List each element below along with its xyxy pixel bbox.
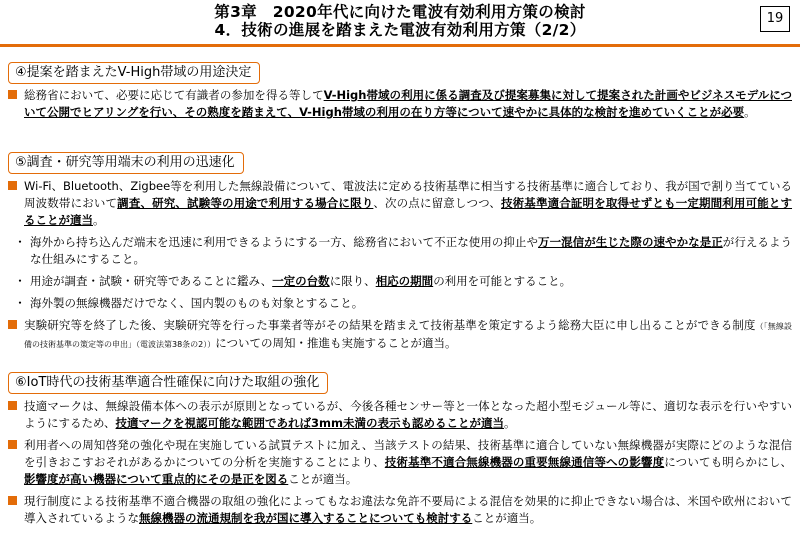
section-body-4 xyxy=(8,87,792,126)
sub-bullet-item xyxy=(8,234,792,268)
text-run: ことが適当。 xyxy=(472,511,542,525)
square-bullet-icon xyxy=(8,90,17,99)
bullet-item xyxy=(8,87,792,121)
section-heading-6: ⑥IoT時代の技術基準適合性確保に向けた取組の強化 xyxy=(8,372,328,394)
text-run: 現行制度による技術基準不適合機器の取組の強化によってもなお違法な免許不要局による混信を効果的に抑止できない場合は、米国や欧州において導入されているような xyxy=(24,494,792,525)
square-bullet-icon xyxy=(8,401,17,410)
sub-bullet-item xyxy=(8,295,792,312)
bullet-text xyxy=(30,234,792,268)
slide-header xyxy=(0,0,800,40)
bullet-text xyxy=(24,493,792,527)
bullet-text xyxy=(24,87,792,121)
bullet-item xyxy=(8,437,792,488)
text-run: についても明らかにし、 xyxy=(664,455,792,469)
emphasis-text: 相応の期間 xyxy=(375,274,434,288)
square-bullet-icon xyxy=(8,181,17,190)
bullet-text xyxy=(24,437,792,488)
bullet-item xyxy=(8,317,792,353)
emphasis-text: 無線機器の流通規制を我が国に導入することについても検討する xyxy=(139,511,473,525)
bullet-text xyxy=(30,295,792,312)
emphasis-text: V-High帯域の利用に係る調査及び提案募集に対して提案された計画やビジネスモデルについて公開でヒアリングを行い、その熟度を踏まえて、V-High帯域の利用の在り方等について速やかに具体的な検討を進めていくことが必要 xyxy=(24,88,792,119)
dot-bullet-icon: ・ xyxy=(14,274,27,288)
emphasis-text: 万一混信が生じた際の速やかな是正 xyxy=(538,235,723,249)
sub-bullet-item xyxy=(8,273,792,290)
bullet-text xyxy=(30,273,792,290)
square-bullet-icon xyxy=(8,496,17,505)
emphasis-text: 技術基準不適合無線機器の重要無線通信等への影響度 xyxy=(384,455,665,469)
dot-bullet-icon: ・ xyxy=(14,235,27,249)
text-run: ことが適当。 xyxy=(288,472,358,486)
text-run: 海外から持ち込んだ端末を迅速に利用できるようにする一方、総務省において不正な使用の抑止や xyxy=(30,235,539,249)
bullet-text xyxy=(24,178,792,229)
section-body-5 xyxy=(8,178,792,358)
text-run: 総務省において、必要に応じて有識者の参加を得る等して xyxy=(24,88,324,102)
chapter-title: 第3章 2020年代に向けた電波有効利用方策の検討 xyxy=(214,3,586,21)
text-run: 海外製の無線機器だけでなく、国内製のものも対象とすること。 xyxy=(30,296,364,310)
text-run: 実験研究等を終了した後、実験研究等を行った事業者等がその結果を踏まえて技術基準を策定するよう総務大臣に申し出ることができる制度 xyxy=(24,318,756,332)
text-run: 用途が調査・試験・研究等であることに鑑み、 xyxy=(30,274,273,288)
text-run: 技適マークは、無線設備本体への表示が原則となっているが、今後各種センサー等と一体となった超小型モジュール等に、適切な表示を行いやすいようにするため、 xyxy=(24,399,792,430)
text-run: 。 xyxy=(504,416,516,430)
text-run: が行えるような仕組みにすること。 xyxy=(30,235,793,266)
text-run: についての周知・推進も実施することが適当。 xyxy=(215,336,457,350)
dot-bullet-icon: ・ xyxy=(14,296,27,310)
bullet-item xyxy=(8,493,792,527)
text-run: に限り、 xyxy=(329,274,376,288)
bullet-item xyxy=(8,398,792,432)
section-body-6 xyxy=(8,398,792,532)
emphasis-text: 影響度が高い機器について重点的にその是正を図る xyxy=(24,472,289,486)
section-title: 4．技術の進展を踏まえた電波有効利用方策（2/2） xyxy=(214,21,586,39)
bullet-text xyxy=(24,317,792,353)
text-run: 。 xyxy=(93,213,105,227)
emphasis-text: 一定の台数 xyxy=(272,274,330,288)
square-bullet-icon xyxy=(8,320,17,329)
page-number: 19 xyxy=(760,6,790,32)
bullet-item xyxy=(8,178,792,229)
square-bullet-icon xyxy=(8,440,17,449)
text-run: の利用を可能とすること。 xyxy=(433,274,572,288)
text-run: 、次の点に留意しつつ、 xyxy=(373,196,502,210)
text-run: 利用者への周知啓発の強化や現在実施している試買テストに加え、当該テストの結果、技術基準に適合していない無線機器が実際にどのような混信を引きおこすおそれがあるかについての分析を実施することにより、 xyxy=(24,438,792,469)
emphasis-text: 技適マークを視認可能な範囲であれば3mm未満の表示も認めることが適当 xyxy=(115,416,505,430)
emphasis-text: 調査、研究、試験等の用途で利用する場合に限り xyxy=(117,196,374,210)
header-divider xyxy=(0,44,800,47)
text-run: 。 xyxy=(744,105,756,119)
section-heading-5: ⑤調査・研究等用端末の利用の迅速化 xyxy=(8,152,244,174)
emphasis-text: 技術基準適合証明を取得せずとも一定期間利用可能とすることが適当 xyxy=(24,196,793,227)
text-run: （「無線設備の技術基準の策定等の申出」（電波法第38条の2）） xyxy=(24,322,792,349)
text-run: Wi-Fi、Bluetooth、Zigbee等を利用した無線設備について、電波法に定める技術基準に相当する技術基準に適合しており、我が国で割り当てている周波数帯において xyxy=(24,179,792,210)
bullet-text xyxy=(24,398,792,432)
section-heading-4: ④提案を踏まえたV-High帯域の用途決定 xyxy=(8,62,260,84)
